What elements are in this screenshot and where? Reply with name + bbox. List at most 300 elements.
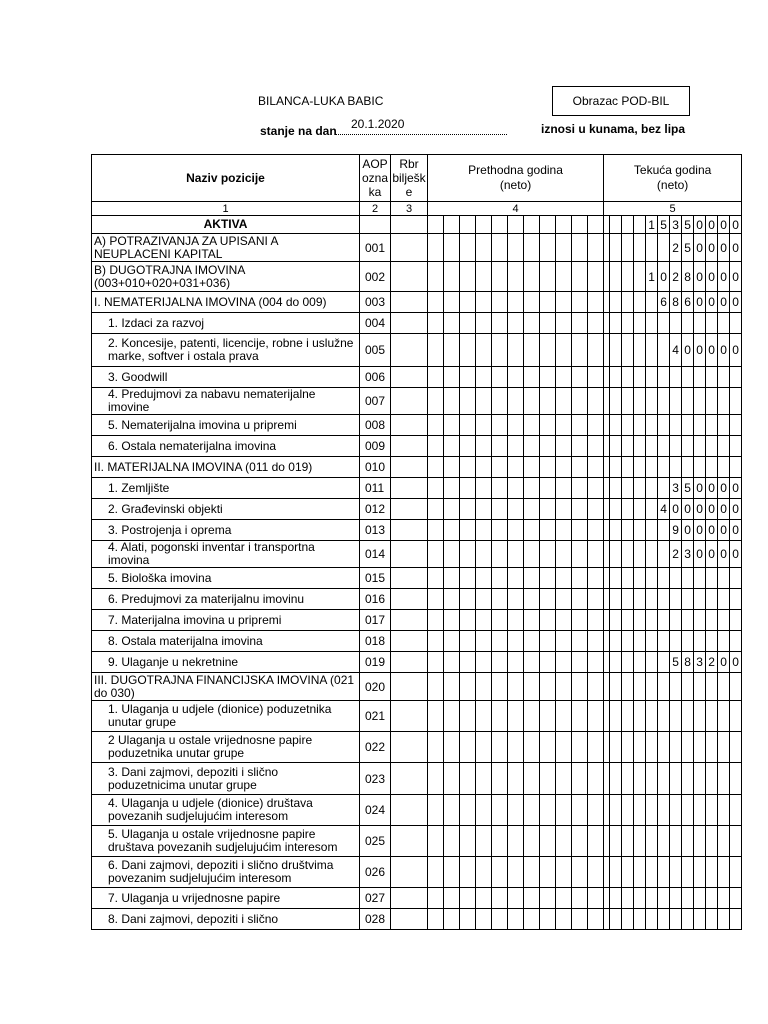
prev-digit-box — [588, 857, 604, 888]
row-name: 3. Dani zajmovi, depoziti i slično poduzetnicima unutar grupe — [92, 763, 360, 795]
curr-digit — [682, 763, 694, 795]
prev-digit-box — [508, 436, 524, 457]
prev-digit-box — [572, 499, 588, 520]
prev-digit-box — [524, 388, 540, 415]
curr-digit — [718, 436, 730, 457]
prev-digit-box — [492, 436, 508, 457]
curr-digit — [646, 610, 658, 631]
prev-digit-box — [588, 334, 604, 367]
prev-digit-box — [508, 478, 524, 499]
curr-digit — [634, 763, 646, 795]
prev-digit-box — [444, 610, 460, 631]
prev-digit-box — [476, 313, 492, 334]
curr-digit — [706, 888, 718, 909]
prev-digit-box — [460, 568, 476, 589]
prev-digit-box — [492, 216, 508, 234]
prev-digit-box — [540, 732, 556, 763]
prev-digit-box — [508, 415, 524, 436]
prev-digit-box — [492, 262, 508, 292]
prev-digit-box — [508, 631, 524, 652]
curr-digit: 0 — [730, 334, 742, 367]
curr-digit — [730, 367, 742, 388]
curr-digit — [622, 334, 634, 367]
curr-digit: 0 — [718, 478, 730, 499]
curr-digit — [706, 388, 718, 415]
prev-digit-box — [588, 541, 604, 568]
curr-digit — [730, 568, 742, 589]
prev-digit-box — [572, 888, 588, 909]
row-name: 3. Goodwill — [92, 367, 360, 388]
prev-digit-box — [508, 826, 524, 857]
prev-digit-box — [588, 216, 604, 234]
prev-digit-box — [460, 795, 476, 826]
prev-digit-box — [540, 652, 556, 673]
curr-digit: 0 — [730, 478, 742, 499]
prev-digit-box — [460, 216, 476, 234]
curr-digit: 0 — [694, 334, 706, 367]
prev-digit-box — [508, 909, 524, 930]
prev-digit-box — [428, 499, 444, 520]
table-row — [92, 262, 742, 292]
curr-digit — [682, 857, 694, 888]
curr-digit — [646, 292, 658, 313]
prev-digit-box — [588, 499, 604, 520]
curr-digit — [634, 415, 646, 436]
prev-digit-box — [460, 652, 476, 673]
row-rbr — [391, 216, 428, 234]
curr-digit — [694, 457, 706, 478]
curr-digit — [694, 415, 706, 436]
prev-digit-box — [508, 652, 524, 673]
prev-digit-box — [444, 436, 460, 457]
curr-digit — [622, 652, 634, 673]
row-rbr — [391, 457, 428, 478]
row-rbr — [391, 631, 428, 652]
prev-digit-box — [444, 826, 460, 857]
curr-digit: 4 — [658, 499, 670, 520]
row-aop: 013 — [360, 520, 391, 541]
curr-digit — [610, 415, 622, 436]
prev-digit-box — [492, 652, 508, 673]
prev-digit-box — [540, 909, 556, 930]
curr-digit — [634, 388, 646, 415]
row-name: 1. Ulaganja u udjele (dionice) poduzetnika unutar grupe — [92, 701, 360, 732]
prev-digit-box — [556, 652, 572, 673]
curr-digit — [610, 888, 622, 909]
curr-digit: 0 — [706, 478, 718, 499]
curr-digit — [610, 610, 622, 631]
prev-digit-box — [572, 262, 588, 292]
curr-digit — [730, 826, 742, 857]
curr-digit: 9 — [670, 520, 682, 541]
curr-digit — [622, 292, 634, 313]
table-row — [92, 826, 742, 857]
curr-digit — [718, 610, 730, 631]
prev-digit-box — [492, 631, 508, 652]
table-row — [92, 436, 742, 457]
row-name: 5. Ulaganja u ostale vrijednosne papire društava povezanih sudjelujućim interesom — [92, 826, 360, 857]
table-row — [92, 478, 742, 499]
curr-digit — [670, 589, 682, 610]
prev-digit-box — [492, 520, 508, 541]
curr-digit — [730, 909, 742, 930]
curr-digit — [622, 631, 634, 652]
date-dotted-line — [335, 134, 507, 135]
prev-digit-box — [540, 415, 556, 436]
curr-digit — [718, 888, 730, 909]
curr-digit — [634, 234, 646, 262]
prev-digit-box — [508, 457, 524, 478]
prev-digit-box — [444, 388, 460, 415]
prev-digit-box — [444, 888, 460, 909]
curr-digit: 0 — [730, 520, 742, 541]
curr-digit — [730, 631, 742, 652]
row-rbr — [391, 795, 428, 826]
row-aop: 001 — [360, 234, 391, 262]
curr-digit — [610, 367, 622, 388]
curr-digit — [610, 857, 622, 888]
curr-digit: 0 — [694, 499, 706, 520]
curr-digit — [610, 541, 622, 568]
curr-digit — [658, 568, 670, 589]
prev-digit-box — [476, 732, 492, 763]
row-rbr — [391, 334, 428, 367]
row-rbr — [391, 541, 428, 568]
state-label: stanje na dan — [260, 124, 337, 138]
prev-digit-box — [588, 763, 604, 795]
prev-digit-box — [588, 520, 604, 541]
curr-digit — [670, 367, 682, 388]
curr-digit — [682, 795, 694, 826]
table-row — [92, 701, 742, 732]
curr-digit — [610, 313, 622, 334]
prev-digit-box — [508, 367, 524, 388]
curr-digit — [622, 909, 634, 930]
row-name: I. NEMATERIJALNA IMOVINA (004 do 009) — [92, 292, 360, 313]
row-rbr — [391, 652, 428, 673]
curr-digit — [718, 857, 730, 888]
curr-digit: 0 — [706, 520, 718, 541]
prev-digit-box — [428, 262, 444, 292]
prev-digit-box — [508, 541, 524, 568]
curr-digit — [622, 478, 634, 499]
prev-digit-box — [492, 541, 508, 568]
curr-digit — [670, 888, 682, 909]
prev-digit-box — [460, 888, 476, 909]
curr-digit — [634, 589, 646, 610]
curr-digit: 5 — [670, 652, 682, 673]
curr-digit — [646, 857, 658, 888]
curr-digit — [694, 436, 706, 457]
curr-digit — [718, 732, 730, 763]
prev-digit-box — [476, 763, 492, 795]
prev-digit-box — [572, 631, 588, 652]
prev-digit-box — [540, 888, 556, 909]
curr-digit — [622, 568, 634, 589]
prev-digit-box — [556, 857, 572, 888]
curr-digit: 0 — [694, 234, 706, 262]
table-row — [92, 568, 742, 589]
prev-digit-box — [572, 589, 588, 610]
prev-digit-box — [492, 701, 508, 732]
curr-digit — [610, 334, 622, 367]
curr-digit: 5 — [682, 234, 694, 262]
prev-digit-box — [476, 652, 492, 673]
curr-digit — [634, 826, 646, 857]
row-aop: 019 — [360, 652, 391, 673]
curr-digit — [622, 216, 634, 234]
prev-digit-box — [428, 334, 444, 367]
curr-digit: 1 — [646, 262, 658, 292]
curr-digit — [634, 262, 646, 292]
curr-digit — [682, 589, 694, 610]
prev-digit-box — [460, 763, 476, 795]
row-aop: 026 — [360, 857, 391, 888]
prev-digit-box — [508, 589, 524, 610]
curr-digit — [646, 234, 658, 262]
prev-digit-box — [572, 826, 588, 857]
prev-digit-box — [556, 436, 572, 457]
curr-digit: 5 — [658, 216, 670, 234]
curr-digit — [706, 909, 718, 930]
curr-digit — [658, 415, 670, 436]
prev-digit-box — [492, 795, 508, 826]
curr-digit — [610, 457, 622, 478]
curr-digit — [610, 589, 622, 610]
curr-digit — [706, 673, 718, 701]
col-header-name: Naziv pozicije — [92, 155, 360, 202]
curr-digit — [682, 436, 694, 457]
curr-digit — [706, 589, 718, 610]
col-number-3: 3 — [391, 202, 428, 216]
curr-digit — [610, 701, 622, 732]
curr-digit — [730, 436, 742, 457]
curr-digit — [610, 631, 622, 652]
prev-digit-box — [492, 568, 508, 589]
prev-digit-box — [556, 763, 572, 795]
row-name: 1. Izdaci za razvoj — [92, 313, 360, 334]
curr-digit: 0 — [730, 216, 742, 234]
prev-digit-box — [492, 763, 508, 795]
prev-digit-box — [540, 499, 556, 520]
prev-digit-box — [444, 262, 460, 292]
col-header-aop: AOP ozna ka — [360, 155, 391, 202]
curr-digit: 0 — [694, 216, 706, 234]
curr-digit — [670, 388, 682, 415]
curr-digit — [634, 909, 646, 930]
prev-digit-box — [428, 415, 444, 436]
prev-digit-box — [540, 826, 556, 857]
prev-digit-box — [540, 631, 556, 652]
prev-digit-box — [524, 909, 540, 930]
prev-digit-box — [588, 631, 604, 652]
row-aop: 020 — [360, 673, 391, 701]
prev-digit-box — [572, 436, 588, 457]
row-name: 7. Ulaganja u vrijednosne papire — [92, 888, 360, 909]
prev-digit-box — [556, 313, 572, 334]
row-name: 7. Materijalna imovina u pripremi — [92, 610, 360, 631]
row-rbr — [391, 857, 428, 888]
prev-digit-box — [556, 732, 572, 763]
prev-digit-box — [588, 388, 604, 415]
prev-digit-box — [460, 478, 476, 499]
prev-digit-box — [540, 436, 556, 457]
curr-digit — [718, 313, 730, 334]
col-header-rbr: Rbr bilješk e — [391, 155, 428, 202]
row-aop: 022 — [360, 732, 391, 763]
prev-digit-box — [588, 436, 604, 457]
prev-digit-box — [588, 795, 604, 826]
row-rbr — [391, 826, 428, 857]
prev-digit-box — [524, 795, 540, 826]
prev-digit-box — [556, 262, 572, 292]
curr-digit: 0 — [682, 520, 694, 541]
curr-digit — [730, 673, 742, 701]
curr-digit — [658, 610, 670, 631]
prev-digit-box — [556, 909, 572, 930]
table-row — [92, 541, 742, 568]
prev-digit-box — [476, 673, 492, 701]
row-aop: 028 — [360, 909, 391, 930]
prev-digit-box — [492, 334, 508, 367]
row-aop: 004 — [360, 313, 391, 334]
prev-digit-box — [572, 763, 588, 795]
curr-digit: 0 — [718, 541, 730, 568]
row-aop: 006 — [360, 367, 391, 388]
curr-digit: 0 — [718, 520, 730, 541]
curr-digit: 0 — [706, 499, 718, 520]
prev-digit-box — [556, 589, 572, 610]
curr-digit — [658, 652, 670, 673]
curr-digit — [670, 795, 682, 826]
row-name: 5. Nematerijalna imovina u pripremi — [92, 415, 360, 436]
curr-digit: 6 — [658, 292, 670, 313]
col-header-prev: Prethodna godina (neto) — [428, 155, 604, 202]
row-rbr — [391, 478, 428, 499]
curr-digit — [622, 826, 634, 857]
row-rbr — [391, 262, 428, 292]
prev-digit-box — [572, 234, 588, 262]
prev-digit-box — [476, 415, 492, 436]
document-title: BILANCA-LUKA BABIC — [258, 94, 384, 108]
prev-digit-box — [460, 909, 476, 930]
prev-digit-box — [476, 795, 492, 826]
prev-digit-box — [460, 610, 476, 631]
curr-digit — [622, 795, 634, 826]
prev-digit-box — [540, 388, 556, 415]
curr-digit — [622, 541, 634, 568]
curr-digit: 2 — [670, 262, 682, 292]
curr-digit — [718, 388, 730, 415]
prev-digit-box — [508, 763, 524, 795]
prev-digit-box — [572, 795, 588, 826]
row-name: II. MATERIJALNA IMOVINA (011 do 019) — [92, 457, 360, 478]
curr-digit — [646, 826, 658, 857]
curr-digit: 0 — [718, 234, 730, 262]
row-name: 3. Postrojenja i oprema — [92, 520, 360, 541]
prev-digit-box — [524, 520, 540, 541]
row-rbr — [391, 367, 428, 388]
curr-digit — [706, 568, 718, 589]
prev-digit-box — [556, 216, 572, 234]
row-name: A) POTRAZIVANJA ZA UPISANI A NEUPLACENI KAPITAL — [92, 234, 360, 262]
prev-digit-box — [508, 292, 524, 313]
prev-digit-box — [524, 436, 540, 457]
prev-digit-box — [572, 541, 588, 568]
prev-digit-box — [508, 795, 524, 826]
prev-digit-box — [444, 478, 460, 499]
curr-digit — [658, 520, 670, 541]
table-row — [92, 909, 742, 930]
row-rbr — [391, 589, 428, 610]
curr-digit — [622, 457, 634, 478]
curr-digit — [670, 610, 682, 631]
prev-digit-box — [460, 589, 476, 610]
prev-digit-box — [492, 610, 508, 631]
curr-digit — [658, 857, 670, 888]
prev-digit-box — [476, 436, 492, 457]
prev-digit-box — [524, 367, 540, 388]
curr-digit: 0 — [694, 478, 706, 499]
prev-digit-box — [524, 857, 540, 888]
curr-digit — [634, 701, 646, 732]
curr-digit — [670, 857, 682, 888]
curr-digit — [658, 388, 670, 415]
curr-digit — [646, 631, 658, 652]
curr-digit — [730, 457, 742, 478]
row-aop: 018 — [360, 631, 391, 652]
curr-digit — [682, 826, 694, 857]
prev-digit-box — [524, 292, 540, 313]
table-row — [92, 610, 742, 631]
curr-digit: 1 — [646, 216, 658, 234]
curr-digit — [694, 388, 706, 415]
curr-digit — [634, 478, 646, 499]
curr-digit — [646, 367, 658, 388]
curr-digit: 0 — [730, 262, 742, 292]
prev-digit-box — [460, 826, 476, 857]
curr-digit: 0 — [718, 262, 730, 292]
curr-digit — [646, 388, 658, 415]
prev-digit-box — [508, 568, 524, 589]
prev-digit-box — [492, 826, 508, 857]
prev-digit-box — [444, 541, 460, 568]
prev-digit-box — [444, 568, 460, 589]
row-rbr — [391, 520, 428, 541]
curr-digit — [622, 415, 634, 436]
prev-digit-box — [556, 388, 572, 415]
curr-digit — [622, 262, 634, 292]
curr-digit — [694, 888, 706, 909]
prev-digit-box — [524, 701, 540, 732]
curr-digit — [706, 415, 718, 436]
curr-digit — [634, 568, 646, 589]
row-name: 5. Biološka imovina — [92, 568, 360, 589]
curr-digit — [658, 234, 670, 262]
curr-digit: 0 — [694, 520, 706, 541]
prev-digit-box — [588, 457, 604, 478]
row-name: III. DUGOTRAJNA FINANCIJSKA IMOVINA (021 do 030) — [92, 673, 360, 701]
prev-digit-box — [540, 478, 556, 499]
curr-digit — [682, 313, 694, 334]
prev-digit-box — [444, 520, 460, 541]
prev-digit-box — [428, 541, 444, 568]
curr-digit — [610, 388, 622, 415]
prev-digit-box — [556, 499, 572, 520]
prev-digit-box — [524, 262, 540, 292]
prev-digit-box — [428, 673, 444, 701]
curr-digit — [646, 909, 658, 930]
